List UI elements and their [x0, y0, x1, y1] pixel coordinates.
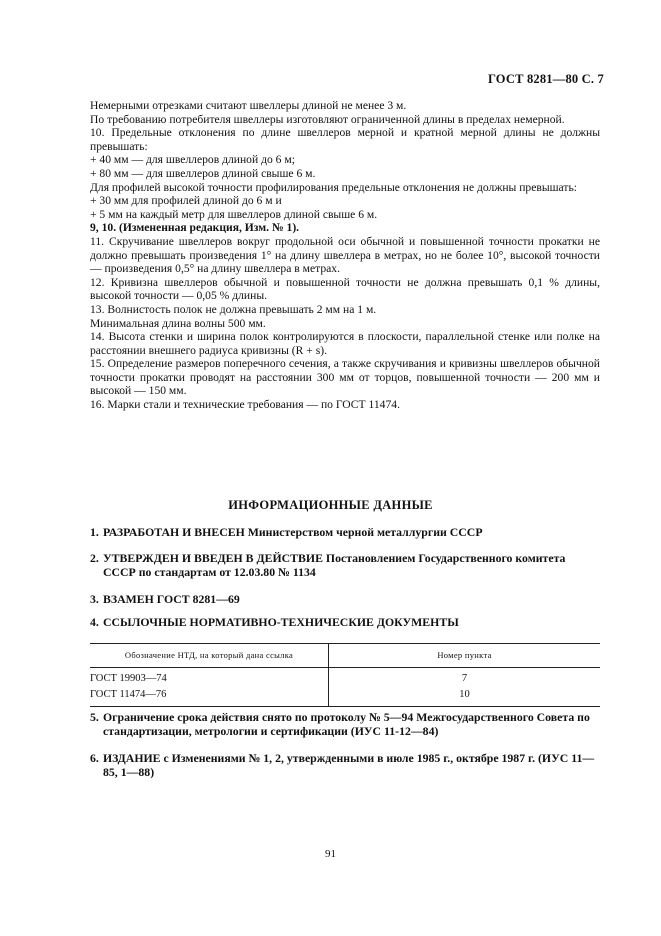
info-item-text: ССЫЛОЧНЫЕ НОРМАТИВНО-ТЕХНИЧЕСКИЕ ДОКУМЕНТЫ — [103, 615, 459, 629]
info-item — [90, 592, 600, 606]
info-item-text: ВЗАМЕН ГОСТ 8281—69 — [103, 592, 240, 606]
info-item-number: 6. — [90, 751, 99, 765]
paragraph: + 80 мм — для швеллеров длиной свыше 6 м. — [90, 166, 316, 180]
paragraph: Минимальная длина волны 500 мм. — [90, 316, 266, 330]
paragraph: 16. Марки стали и технические требования — по ГОСТ 11474. — [90, 398, 400, 412]
revision-note: 9, 10. (Измененная редакция, Изм. № 1). — [90, 221, 300, 235]
paragraph: + 40 мм — для швеллеров длиной до 6 м; — [90, 153, 295, 167]
info-section-title: ИНФОРМАЦИОННЫЕ ДАННЫЕ — [228, 498, 433, 512]
body-text — [90, 99, 600, 412]
paragraph: 11. Скручивание швеллеров вокруг продольной оси обычной и повышенной точности прокатки не должно превышать произведения 1° на длину швеллера в метрах, но не более 10°, высокой точности — произведения 0,5° на длину швеллера в метрах. — [90, 234, 600, 276]
table-header-cell: Обозначение НТД, на который дана ссылка — [90, 644, 329, 668]
info-item-text: РАЗРАБОТАН И ВНЕСЕН Министерством черной металлургии СССР — [103, 525, 483, 539]
paragraph: + 30 мм для профилей длиной до 6 м и — [90, 194, 282, 208]
table-cell: 7 — [461, 673, 468, 684]
table-header-row — [90, 644, 600, 668]
reference-table — [90, 643, 600, 707]
info-item — [90, 525, 600, 539]
info-item-text: Ограничение срока действия снято по протоколу № 5—94 Межгосударственного Совета по стандартизации, метрологии и сертификации (ИУС 11-12—84) — [103, 710, 590, 738]
paragraph: + 5 мм на каждый метр для швеллеров длиной свыше 6 м. — [90, 207, 378, 221]
paragraph: 13. Волнистость полок не должна превышать 2 мм на 1 м. — [90, 302, 377, 316]
info-item-number: 4. — [90, 615, 99, 629]
table-cell: ГОСТ 19903—74 — [90, 668, 329, 687]
info-item-number: 1. — [90, 525, 99, 539]
table-cell: ГОСТ 11474—76 — [90, 687, 329, 707]
paragraph: 12. Кривизна швеллеров обычной и повышенной точности не должна превышать 0,1 % длины, высокой точности — 0,05 % длины. — [90, 275, 600, 303]
paragraph: 10. Предельные отклонения по длине швеллеров мерной и кратной мерной длины не должны превышать: — [90, 126, 600, 153]
paragraph: Немерными отрезками считают швеллеры длиной не менее 3 м. — [90, 99, 407, 112]
paragraph: Для профилей высокой точности профилирования предельные отклонения не должны превышать: — [90, 180, 577, 194]
page-number: 91 — [325, 848, 336, 860]
info-item-text: УТВЕРЖДЕН И ВВЕДЕН В ДЕЙСТВИЕ Постановлением Государственного комитета СССР по стандартам от 12.03.80 № 1134 — [103, 551, 566, 579]
paragraph: По требованию потребителя швеллеры изготовляют ограниченной длины в пределах немерной. — [90, 112, 565, 126]
table-row — [90, 687, 600, 707]
info-item-number: 2. — [90, 551, 99, 565]
info-item-number: 5. — [90, 710, 99, 724]
table-header-cell: Номер пункта — [329, 644, 601, 668]
info-item — [90, 551, 600, 579]
info-item — [90, 615, 600, 629]
info-item — [90, 751, 600, 779]
page-header: ГОСТ 8281—80 С. 7 — [487, 72, 604, 86]
info-item — [90, 710, 600, 738]
info-item-number: 3. — [90, 592, 99, 606]
table-cell: 10 — [329, 687, 601, 707]
paragraph: 14. Высота стенки и ширина полок контролируются в плоскости, параллельной стенке или полке на расстоянии внешнего радиуса кривизны (R + s). — [90, 330, 600, 357]
info-item-text: ИЗДАНИЕ с Изменениями № 1, 2, утвержденными в июле 1985 г., октябре 1987 г. (ИУС 11—85, 1—88) — [103, 751, 595, 779]
paragraph: 15. Определение размеров поперечного сечения, а также скручивания и кривизны швеллеров обычной точности прокатки проводят на расстоянии 300 мм от торцов, повышенной точности — 200 мм и высокой — 150 мм. — [90, 357, 600, 398]
table-row — [90, 668, 600, 687]
